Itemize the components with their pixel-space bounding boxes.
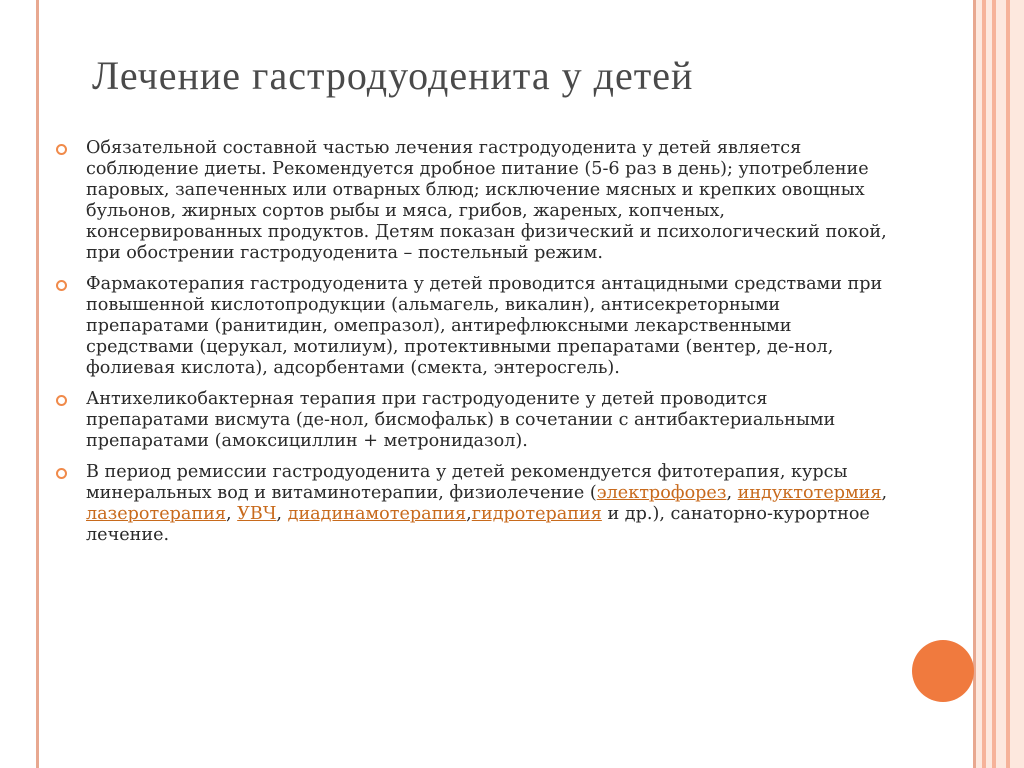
decorative-circle: [912, 640, 974, 702]
bullet-list: [52, 138, 892, 556]
bullet-text-outro: и др.), санаторно-курортное лечение.: [86, 504, 870, 545]
link-separator: ,: [881, 483, 888, 503]
link-diadynamic-therapy[interactable]: диадинамотерапия: [287, 504, 467, 524]
bullet-item-remission: [52, 462, 892, 546]
bullet-text: Антихеликобактерная терапия при гастродуодените у детей проводится препаратами висмута (де-нол, бисмофальк) в сочетании с антибактериальными препаратами (амоксициллин + метронидазол).: [86, 389, 836, 451]
link-separator: ,: [276, 504, 288, 524]
slide-title: Лечение гастродуоденита у детей: [92, 53, 694, 98]
link-separator: ,: [466, 504, 472, 524]
bullet-icon: [56, 144, 67, 155]
link-electrophoresis[interactable]: электрофорез: [596, 483, 727, 503]
bullet-icon: [56, 280, 67, 291]
bullet-text: Обязательной составной частью лечения гастродуоденита у детей является соблюдение диеты. Рекомендуется дробное питание (5-6 раз в день); употребление паровых, запеченных или отварных блюд; исключение мясных и крепких овощных бульонов, жирных сортов рыбы и мяса, грибов, жареных, копченых, консервированных продуктов. Детям показан физический и психологический покой, при обострении гастродуоденита – постельный режим.: [86, 138, 887, 263]
link-inductothermy[interactable]: индуктотермия: [737, 483, 882, 503]
bullet-item-diet: [52, 138, 892, 264]
bullet-icon: [56, 468, 67, 479]
link-laser-therapy[interactable]: лазеротерапия: [86, 504, 226, 524]
link-separator: ,: [726, 483, 738, 503]
bullet-text-intro: В период ремиссии гастродуоденита у детей рекомендуется фитотерапия, курсы минеральных вод и витаминотерапии, физиолечение (: [86, 462, 848, 503]
link-separator: ,: [225, 504, 238, 524]
bullet-item-pharmacotherapy: [52, 274, 892, 379]
bullet-text: Фармакотерапия гастродуоденита у детей проводится антацидными средствами при повышенной кислотопродукции (альмагель, викалин), антисекреторными препаратами (ранитидин, омепразол), антирефлюксными лекарственными средствами (церукал, мотилиум), протективными препаратами (вентер, де-нол, фолиевая кислота), адсорбентами (смекта, энтеросгель).: [86, 274, 883, 378]
bullet-item-antihelicobacter: [52, 389, 892, 452]
link-uhf[interactable]: УВЧ: [237, 504, 277, 524]
decorative-stripes: [976, 0, 1024, 768]
link-hydrotherapy[interactable]: гидротерапия: [471, 504, 602, 524]
bullet-icon: [56, 395, 67, 406]
